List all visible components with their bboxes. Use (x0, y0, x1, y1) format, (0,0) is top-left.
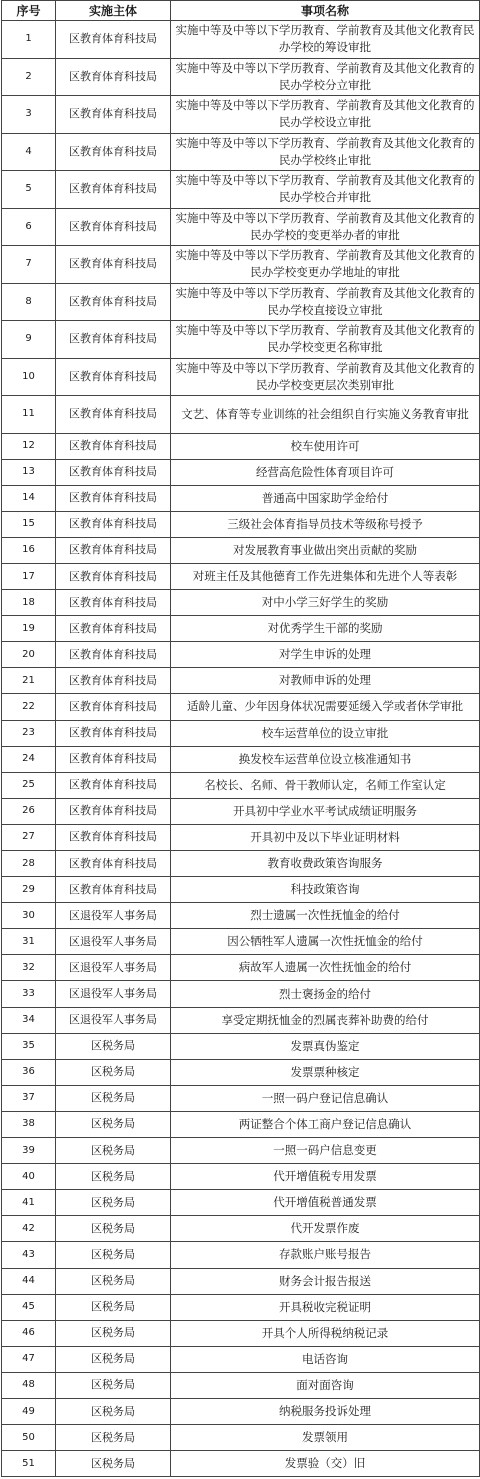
table-row (2, 133, 480, 171)
row-number: 24 (2, 746, 56, 772)
row-subject: 区教育体育科技局 (56, 283, 171, 321)
table-row (2, 511, 480, 537)
row-item: 实施中等及中等以下学历教育、学前教育及其他文化教育的民办学校变更办学地址的审批 (171, 246, 480, 284)
row-subject: 区教育体育科技局 (56, 208, 171, 246)
row-subject: 区税务局 (56, 1190, 171, 1216)
row-number: 8 (2, 283, 56, 321)
row-number: 6 (2, 208, 56, 246)
row-number: 20 (2, 642, 56, 668)
row-subject: 区税务局 (56, 1294, 171, 1320)
row-number: 29 (2, 877, 56, 903)
row-subject: 区教育体育科技局 (56, 851, 171, 877)
row-number: 46 (2, 1320, 56, 1346)
row-subject: 区教育体育科技局 (56, 321, 171, 359)
row-item: 发票票种核定 (171, 1059, 480, 1085)
row-item: 实施中等及中等以下学历教育、学前教育及其他文化教育的民办学校的变更举办者的审批 (171, 208, 480, 246)
table-row (2, 1007, 480, 1033)
row-subject: 区教育体育科技局 (56, 642, 171, 668)
table-row (2, 246, 480, 284)
row-subject: 区教育体育科技局 (56, 21, 171, 59)
row-subject: 区教育体育科技局 (56, 616, 171, 642)
table-row (2, 396, 480, 434)
row-number: 32 (2, 955, 56, 981)
row-number: 28 (2, 851, 56, 877)
items-table (1, 0, 480, 1477)
header-item: 事项名称 (171, 1, 480, 21)
row-number: 10 (2, 358, 56, 396)
row-subject: 区教育体育科技局 (56, 720, 171, 746)
row-number: 16 (2, 537, 56, 563)
row-number: 33 (2, 981, 56, 1007)
row-number: 42 (2, 1216, 56, 1242)
row-item: 因公牺牲军人遗属一次性抚恤金的给付 (171, 929, 480, 955)
table-row (2, 877, 480, 903)
row-number: 23 (2, 720, 56, 746)
row-item: 普通高中国家助学金给付 (171, 485, 480, 511)
table-row (2, 1294, 480, 1320)
table-row (2, 668, 480, 694)
table-row (2, 1216, 480, 1242)
row-item: 财务会计报告报送 (171, 1268, 480, 1294)
table-row (2, 746, 480, 772)
header-row (2, 1, 480, 21)
row-number: 50 (2, 1425, 56, 1451)
table-row (2, 283, 480, 321)
row-item: 开具初中学业水平考试成绩证明服务 (171, 798, 480, 824)
table-row (2, 1320, 480, 1346)
row-item: 电话咨询 (171, 1346, 480, 1372)
row-item: 对学生申诉的处理 (171, 642, 480, 668)
row-number: 41 (2, 1190, 56, 1216)
table-row (2, 1372, 480, 1398)
table-row (2, 616, 480, 642)
row-subject: 区教育体育科技局 (56, 798, 171, 824)
row-number: 2 (2, 58, 56, 96)
row-subject: 区税务局 (56, 1164, 171, 1190)
row-number: 17 (2, 563, 56, 589)
row-item: 病故军人遗属一次性抚恤金的给付 (171, 955, 480, 981)
table-row (2, 1033, 480, 1059)
row-subject: 区税务局 (56, 1059, 171, 1085)
row-subject: 区退役军人事务局 (56, 1007, 171, 1033)
row-number: 31 (2, 929, 56, 955)
row-number: 22 (2, 694, 56, 720)
row-number: 21 (2, 668, 56, 694)
row-item: 发票领用 (171, 1425, 480, 1451)
row-subject: 区教育体育科技局 (56, 96, 171, 134)
row-item: 实施中等及中等以下学历教育、学前教育及其他文化教育的民办学校分立审批 (171, 58, 480, 96)
row-item: 实施中等及中等以下学历教育、学前教育及其他文化教育民办学校的筹设审批 (171, 21, 480, 59)
table-row (2, 1111, 480, 1137)
table-row (2, 321, 480, 359)
row-subject: 区税务局 (56, 1320, 171, 1346)
row-item: 校车使用许可 (171, 433, 480, 459)
row-item: 纳税服务投诉处理 (171, 1398, 480, 1424)
table-row (2, 1190, 480, 1216)
row-item: 一照一码户登记信息确认 (171, 1085, 480, 1111)
row-subject: 区教育体育科技局 (56, 58, 171, 96)
row-subject: 区退役军人事务局 (56, 929, 171, 955)
row-item: 享受定期抚恤金的烈属丧葬补助费的给付 (171, 1007, 480, 1033)
table-row (2, 563, 480, 589)
row-item: 教育收费政策咨询服务 (171, 851, 480, 877)
row-item: 对优秀学生干部的奖励 (171, 616, 480, 642)
row-subject: 区税务局 (56, 1085, 171, 1111)
row-subject: 区税务局 (56, 1451, 171, 1477)
row-subject: 区教育体育科技局 (56, 877, 171, 903)
table-row (2, 358, 480, 396)
row-number: 18 (2, 590, 56, 616)
row-number: 36 (2, 1059, 56, 1085)
row-item: 对发展教育事业做出突出贡献的奖励 (171, 537, 480, 563)
row-item: 代开发票作废 (171, 1216, 480, 1242)
row-subject: 区教育体育科技局 (56, 511, 171, 537)
row-subject: 区教育体育科技局 (56, 746, 171, 772)
row-subject: 区教育体育科技局 (56, 396, 171, 434)
row-number: 39 (2, 1138, 56, 1164)
row-subject: 区教育体育科技局 (56, 459, 171, 485)
table-row (2, 96, 480, 134)
row-item: 换发校车运营单位设立核准通知书 (171, 746, 480, 772)
row-number: 1 (2, 21, 56, 59)
row-subject: 区税务局 (56, 1372, 171, 1398)
row-item: 实施中等及中等以下学历教育、学前教育及其他文化教育的民办学校设立审批 (171, 96, 480, 134)
row-subject: 区教育体育科技局 (56, 358, 171, 396)
row-item: 文艺、体育等专业训练的社会组织自行实施义务教育审批 (171, 396, 480, 434)
table-row (2, 1451, 480, 1477)
row-subject: 区税务局 (56, 1268, 171, 1294)
row-item: 两证整合个体工商户登记信息确认 (171, 1111, 480, 1137)
row-number: 27 (2, 824, 56, 850)
row-number: 26 (2, 798, 56, 824)
row-number: 45 (2, 1294, 56, 1320)
row-subject: 区退役军人事务局 (56, 981, 171, 1007)
row-item: 经营高危险性体育项目许可 (171, 459, 480, 485)
row-subject: 区退役军人事务局 (56, 955, 171, 981)
table-row (2, 955, 480, 981)
row-subject: 区教育体育科技局 (56, 433, 171, 459)
row-subject: 区税务局 (56, 1346, 171, 1372)
row-item: 名校长、名师、骨干教师认定，名师工作室认定 (171, 772, 480, 798)
table-row (2, 1138, 480, 1164)
row-subject: 区教育体育科技局 (56, 824, 171, 850)
table-row (2, 1242, 480, 1268)
table-row (2, 642, 480, 668)
row-number: 38 (2, 1111, 56, 1137)
row-item: 一照一码户信息变更 (171, 1138, 480, 1164)
row-item: 面对面咨询 (171, 1372, 480, 1398)
row-number: 48 (2, 1372, 56, 1398)
table-row (2, 1085, 480, 1111)
row-number: 19 (2, 616, 56, 642)
row-item: 发票验（交）旧 (171, 1451, 480, 1477)
table-body (2, 21, 480, 1477)
row-number: 12 (2, 433, 56, 459)
table-row (2, 1164, 480, 1190)
table-row (2, 459, 480, 485)
table-row (2, 537, 480, 563)
header-no: 序号 (2, 1, 56, 21)
table-row (2, 590, 480, 616)
row-subject: 区税务局 (56, 1425, 171, 1451)
row-item: 实施中等及中等以下学历教育、学前教育及其他文化教育的民办学校终止审批 (171, 133, 480, 171)
row-subject: 区税务局 (56, 1111, 171, 1137)
row-number: 14 (2, 485, 56, 511)
row-subject: 区教育体育科技局 (56, 171, 171, 209)
row-subject: 区教育体育科技局 (56, 772, 171, 798)
table-row (2, 772, 480, 798)
row-item: 校车运营单位的设立审批 (171, 720, 480, 746)
row-subject: 区教育体育科技局 (56, 485, 171, 511)
row-subject: 区税务局 (56, 1033, 171, 1059)
row-item: 实施中等及中等以下学历教育、学前教育及其他文化教育的民办学校变更名称审批 (171, 321, 480, 359)
row-subject: 区教育体育科技局 (56, 246, 171, 284)
row-item: 实施中等及中等以下学历教育、学前教育及其他文化教育的民办学校变更层次类别审批 (171, 358, 480, 396)
row-number: 49 (2, 1398, 56, 1424)
row-subject: 区教育体育科技局 (56, 668, 171, 694)
row-subject: 区教育体育科技局 (56, 537, 171, 563)
row-subject: 区税务局 (56, 1242, 171, 1268)
row-number: 5 (2, 171, 56, 209)
row-item: 三级社会体育指导员技术等级称号授予 (171, 511, 480, 537)
table-row (2, 58, 480, 96)
row-item: 实施中等及中等以下学历教育、学前教育及其他文化教育的民办学校直接设立审批 (171, 283, 480, 321)
row-item: 存款账户账号报告 (171, 1242, 480, 1268)
row-item: 代开增值税专用发票 (171, 1164, 480, 1190)
row-number: 35 (2, 1033, 56, 1059)
table-row (2, 208, 480, 246)
table-row (2, 21, 480, 59)
row-item: 开具个人所得税纳税记录 (171, 1320, 480, 1346)
table-row (2, 1425, 480, 1451)
table-row (2, 798, 480, 824)
row-number: 37 (2, 1085, 56, 1111)
row-item: 代开增值税普通发票 (171, 1190, 480, 1216)
row-subject: 区教育体育科技局 (56, 563, 171, 589)
row-number: 15 (2, 511, 56, 537)
row-number: 13 (2, 459, 56, 485)
table-row (2, 433, 480, 459)
row-item: 对班主任及其他德育工作先进集体和先进个人等表彰 (171, 563, 480, 589)
row-subject: 区教育体育科技局 (56, 694, 171, 720)
table-row (2, 1268, 480, 1294)
row-subject: 区税务局 (56, 1398, 171, 1424)
row-number: 44 (2, 1268, 56, 1294)
row-item: 烈士遗属一次性抚恤金的给付 (171, 903, 480, 929)
row-number: 30 (2, 903, 56, 929)
row-number: 9 (2, 321, 56, 359)
table-row (2, 720, 480, 746)
row-number: 40 (2, 1164, 56, 1190)
row-subject: 区教育体育科技局 (56, 133, 171, 171)
row-number: 43 (2, 1242, 56, 1268)
row-item: 对教师申诉的处理 (171, 668, 480, 694)
row-item: 对中小学三好学生的奖励 (171, 590, 480, 616)
table-row (2, 694, 480, 720)
row-subject: 区退役军人事务局 (56, 903, 171, 929)
table-row (2, 1059, 480, 1085)
table-row (2, 903, 480, 929)
row-number: 4 (2, 133, 56, 171)
row-item: 实施中等及中等以下学历教育、学前教育及其他文化教育的民办学校合并审批 (171, 171, 480, 209)
row-number: 34 (2, 1007, 56, 1033)
row-subject: 区教育体育科技局 (56, 590, 171, 616)
row-item: 科技政策咨询 (171, 877, 480, 903)
table-row (2, 1398, 480, 1424)
row-number: 25 (2, 772, 56, 798)
row-item: 适龄儿童、少年因身体状况需要延缓入学或者休学审批 (171, 694, 480, 720)
row-number: 7 (2, 246, 56, 284)
row-item: 开具初中及以下毕业证明材料 (171, 824, 480, 850)
row-number: 11 (2, 396, 56, 434)
row-item: 开具税收完税证明 (171, 1294, 480, 1320)
row-number: 47 (2, 1346, 56, 1372)
table-row (2, 1346, 480, 1372)
table-row (2, 171, 480, 209)
table-row (2, 824, 480, 850)
row-item: 发票真伪鉴定 (171, 1033, 480, 1059)
header-subject: 实施主体 (56, 1, 171, 21)
row-subject: 区税务局 (56, 1138, 171, 1164)
table-row (2, 981, 480, 1007)
row-item: 烈士褒扬金的给付 (171, 981, 480, 1007)
row-number: 51 (2, 1451, 56, 1477)
table-row (2, 485, 480, 511)
table-row (2, 851, 480, 877)
row-subject: 区税务局 (56, 1216, 171, 1242)
table-row (2, 929, 480, 955)
row-number: 3 (2, 96, 56, 134)
